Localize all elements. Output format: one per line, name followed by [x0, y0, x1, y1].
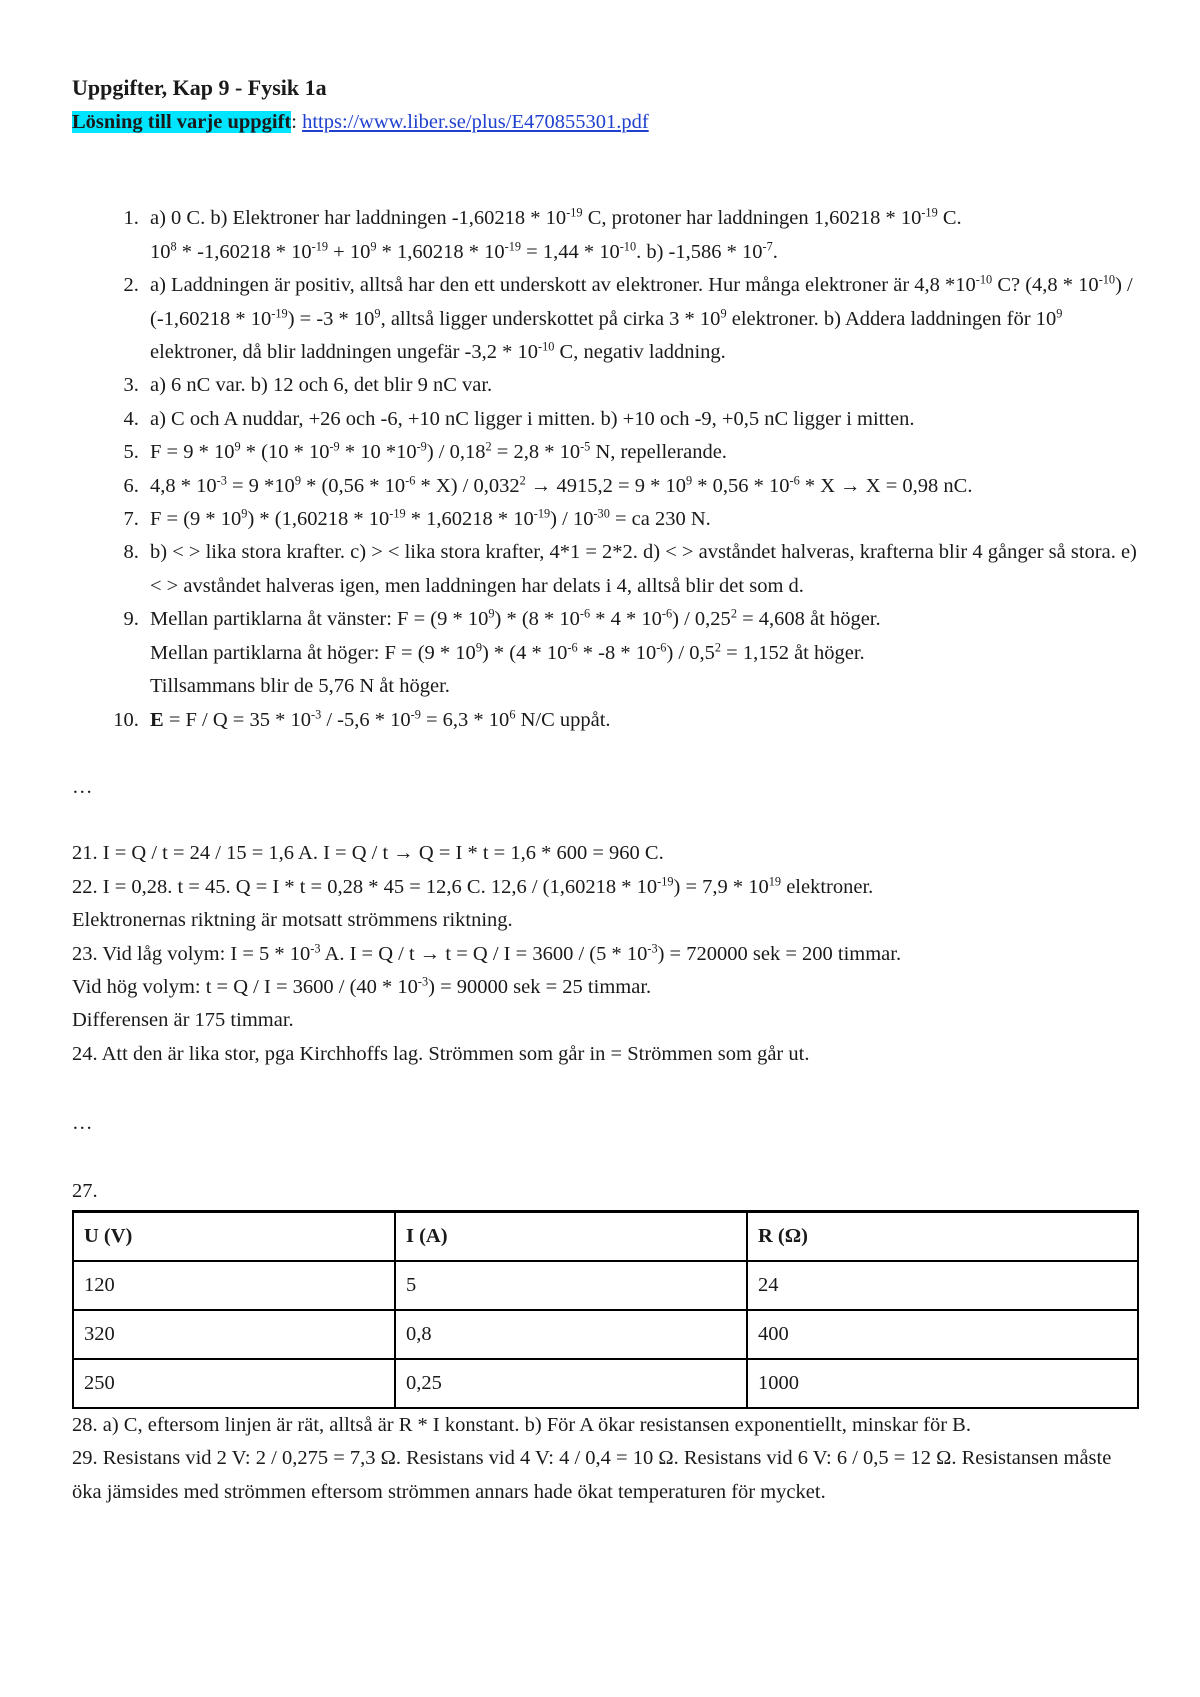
table-row: [73, 1359, 1138, 1408]
superscript: 9: [685, 473, 693, 488]
superscript: -3: [310, 706, 322, 721]
answer-line: Elektronernas riktning är motsatt strömmens riktning.: [72, 909, 513, 932]
solution-separator: :: [291, 111, 303, 133]
table-header-row: [73, 1211, 1138, 1261]
table-cell: 400: [747, 1310, 1138, 1359]
superscript: -6: [567, 640, 578, 655]
answer-item: 1. a) 0 C. b) Elektroner har laddningen $-1,60218 * 10^{-19}$ C, protoner har laddningen $1,60218 * 10^{-19}$ C. $10^8 * -1,60218 * 10^{-19} + 10^9 * 1,60218 * 10^{-19} = 1,44 * 10^{-10}$. b) $-1,586 * 10^{-7}$.: [144, 202, 1142, 269]
answers-28-29: [72, 1409, 1142, 1509]
answer-line: 29. Resistans vid 2 V: 2 / 0,275 = 7,3 Ω. Resistans vid 4 V: 4 / 0,4 = 10 Ω. Resistans vid 6 V: 6 / 0,5 = 12 Ω. Resistansen måste öka jämsides med strömmen eftersom strömmen annars hade ökat temperaturen för mycket.: [72, 1447, 1112, 1503]
superscript: 2: [519, 473, 526, 488]
superscript: 9: [241, 506, 248, 521]
superscript: -6: [405, 473, 416, 488]
table-cell: 0,8: [395, 1310, 747, 1359]
table-row: [73, 1310, 1138, 1359]
ohm-table: [72, 1210, 1139, 1409]
superscript: 9: [370, 239, 377, 254]
document-page: [72, 62, 1142, 1509]
superscript: -7: [762, 239, 773, 254]
superscript: -5: [580, 439, 591, 454]
superscript: -10: [975, 272, 993, 287]
superscript: -30: [593, 506, 610, 521]
superscript: 6: [509, 706, 516, 721]
table-cell: 5: [395, 1261, 747, 1310]
superscript: 9: [234, 439, 241, 454]
answer-line: 22. I = 0,28. t = 45. Q = I * t = 0,28 * 45 = 12,6 C. $12,6 / (1,60218 * 10^{-19}) = 7,9 * 10^{19}$ elektroner.: [72, 874, 874, 898]
answer-item: 4. a) C och A nuddar, +26 och -6, +10 nC ligger i mitten. b) +10 och -9, +0,5 nC ligger i mitten.: [144, 403, 1142, 436]
table-cell: 0,25: [395, 1359, 747, 1408]
superscript: 2: [485, 439, 492, 454]
table-cell: 320: [73, 1310, 395, 1359]
answer-line: 21. I = Q / t = 24 / 15 = 1,6 A. I = Q / t → Q = I * t = 1,6 * 600 = 960 C.: [72, 842, 664, 865]
superscript: -19: [271, 306, 288, 320]
answer-item: 10. $E = F / Q = 35 * 10^{-3} / -5,6 * 10^{-9} = 6,3 * 10^6$ N/C uppåt.: [144, 704, 1142, 737]
answer-line: 23. Vid låg volym: $I = 5 * 10^{-3}$ A. $I = Q / t \to t = Q / I = 3600 / (5 * 10^{-3}) = 720000$ sek = 200 timmar.: [72, 940, 902, 965]
superscript: 9: [720, 306, 727, 320]
superscript: -3: [310, 940, 321, 955]
answers-21-24: [72, 837, 1142, 1071]
superscript: -19: [921, 205, 938, 220]
superscript: -10: [619, 239, 637, 254]
superscript: -19: [311, 239, 329, 254]
superscript: 9: [1056, 306, 1063, 320]
table-cell: 120: [73, 1261, 395, 1310]
superscript: -10: [1098, 272, 1116, 287]
answer-item: 7. $F = (9 * 10^9) * (1,60218 * 10^{-19} * 1,60218 * 10^{-19}) / 10^{-30}$ = ca 230 N.: [144, 503, 1142, 536]
answer-line: 24. Att den är lika stor, pga Kirchhoffs lag. Strömmen som går in = Strömmen som går ut.: [72, 1042, 810, 1065]
answer-item: 3. a) 6 nC var. b) 12 och 6, det blir 9 nC var.: [144, 369, 1142, 402]
superscript: 9: [374, 306, 381, 320]
page-title: Uppgifter, Kap 9 - Fysik 1a: [72, 75, 327, 100]
table-row: [73, 1261, 1138, 1310]
answer-item: 8. b) < > lika stora krafter. c) > < lika stora krafter, 4*1 = 2*2. d) < > avståndet halveras, krafterna blir 4 gånger så stora. e) < > avståndet halveras igen, men laddningen har delats i 4, alltså blir det som d.: [144, 536, 1142, 603]
table-header-u: U (V): [73, 1211, 395, 1261]
superscript: 9: [475, 640, 482, 655]
superscript: -10: [537, 339, 555, 354]
superscript: -6: [579, 606, 591, 621]
answer-item: 6. $4,8 * 10^{-3} = 9$ $*10^9 * (0,56 * 10^{-6} * X) / 0,032^2 \to 4915,2 = 9 * 10^9 * 0,56 * 10^{-6} * X \to X = 0,98$ nC.: [144, 470, 1142, 503]
superscript: -19: [566, 205, 583, 220]
answer-line: Differensen är 175 timmar.: [72, 1009, 294, 1032]
table-cell: 1000: [747, 1359, 1138, 1408]
answer-item: 5. $F = 9 * 10^9 * (10 * 10^{-9} * 10$ $*10^{-9}) / 0,18^2 = 2,8 * 10^{-5}$ N, repellerande.: [144, 436, 1142, 469]
answer-line: 28. a) C, eftersom linjen är rät, alltså är R * I konstant. b) För A ökar resistansen exponentiellt, minskar för B.: [72, 1413, 971, 1436]
ellipsis-2: …: [72, 1112, 93, 1135]
solution-link[interactable]: https://www.liber.se/plus/E470855301.pdf: [302, 111, 649, 133]
superscript: -9: [416, 439, 427, 454]
superscript: 2: [730, 606, 737, 621]
solution-line: [72, 106, 1142, 139]
superscript: 9: [488, 606, 495, 621]
superscript: -3: [216, 473, 227, 488]
superscript: -6: [656, 640, 667, 655]
answer-line: Vid hög volym: $t = Q / I = 3600 / (40 * 10^{-3}) = 90000$ sek = 25 timmar.: [72, 974, 652, 998]
table-header-r: R (Ω): [747, 1211, 1138, 1261]
superscript: -6: [661, 606, 673, 621]
table-cell: 250: [73, 1359, 395, 1408]
superscript: 8: [170, 239, 177, 254]
superscript: -9: [410, 706, 421, 721]
answer-list: [72, 202, 1142, 737]
table-header-i: I (A): [395, 1211, 747, 1261]
superscript: 2: [714, 640, 722, 655]
answer-item: 9. Mellan partiklarna åt vänster: $F = (9 * 10^9) * (8 * 10^{-6} * 4 * 10^{-6}) / 0,25^2 = 4,608$ åt höger. Mellan partiklarna åt höger: $F = (9 * 10^9) * (4 * 10^{-6} * -8 * 10^{-6}) / 0,5^2 = 1,152$ åt höger. Tillsammans blir de 5,76 N åt höger.: [144, 603, 1142, 703]
question-27-label: 27.: [72, 1179, 98, 1202]
answer-item: 2. a) Laddningen är positiv, alltså har den ett underskott av elektroner. Hur många elektroner är 4,8 $*10^{-10}$ C? $(4,8 * 10^{-10}) / (-1,60218 * 10^{-19}) = -3 * 10^9$, alltså ligger underskottet på cirka $3 * 10^9$ elektroner. b) Addera laddningen för $10^9$ elektroner, då blir laddningen ungefär $-3,2 * 10^{-10}$ C, negativ laddning.: [144, 269, 1142, 369]
superscript: -19: [504, 239, 522, 254]
superscript: -19: [389, 506, 406, 521]
superscript: -19: [533, 506, 551, 521]
superscript: -3: [417, 974, 429, 989]
table-cell: 24: [747, 1261, 1138, 1310]
superscript: -9: [329, 439, 340, 454]
ellipsis-1: …: [72, 775, 93, 798]
superscript: -19: [657, 874, 674, 889]
superscript: -3: [647, 940, 658, 955]
superscript: -6: [789, 473, 800, 488]
superscript: 9: [294, 473, 301, 488]
bold-text: E: [150, 708, 164, 731]
superscript: 19: [768, 874, 782, 889]
solution-label: Lösning till varje uppgift: [72, 111, 292, 133]
